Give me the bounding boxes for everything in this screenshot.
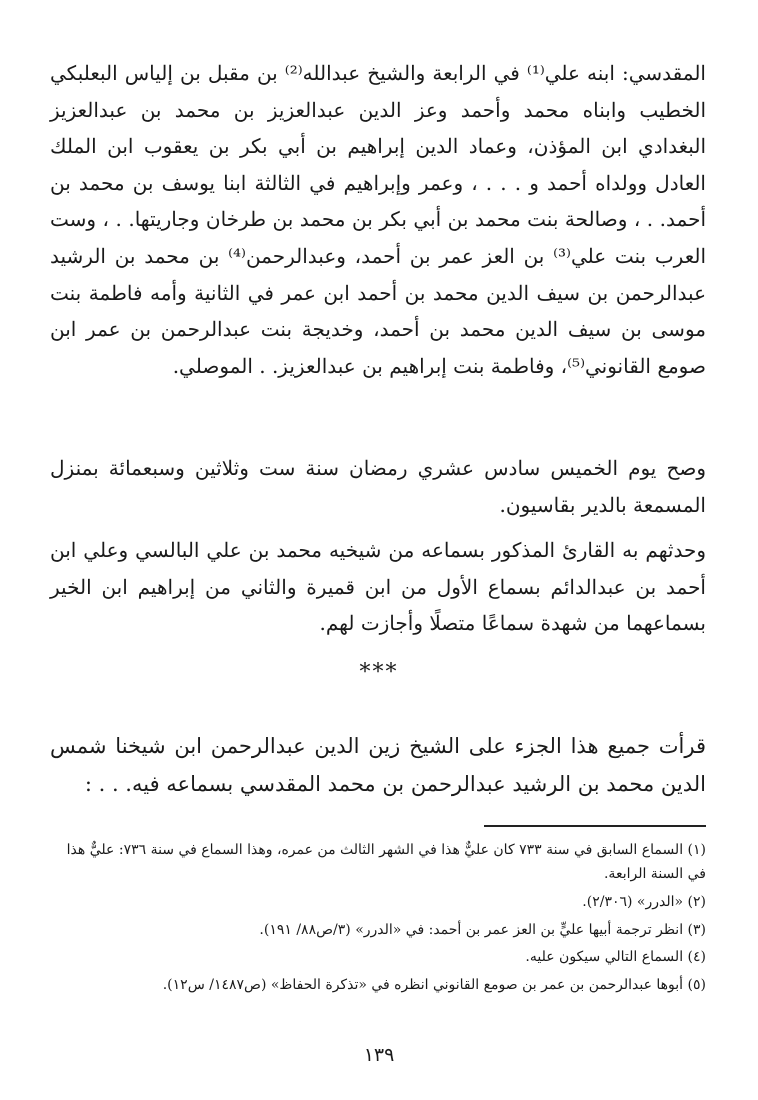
page-number: ١٣٩ [363,1044,395,1066]
date-paragraph: وصح يوم الخميس سادس عشري رمضان سنة ست وثلاثين وسبعمائة بمنزل المسمعة بالدير بقاسيون. [50,456,706,517]
chain-paragraph: وحدثهم به القارئ المذكور بسماعه من شيخيه محمد بن علي البالسي وعلي ابن أحمد بن عبدالدائم بسماع الأول من ابن قميرة والثاني من إبراهيم ابن الخير بسماعهما من شهدة سماعًا متصلًا وأجازت لهم. [50,538,706,636]
section-separator: *** [359,660,399,685]
footnote-4: (٤) السماع التالي سيكون عليه. [525,949,706,966]
attendance-paragraph: المقدسي: ابنه علي⁽¹⁾ في الرابعة والشيخ عبدالله⁽²⁾ بن مقبل بن إلياس البعلبكي الخطيب وابناه محمد وأحمد وعز الدين عبدالعزيز بن محمد بن عبدالعزيز البغدادي ابن المؤذن، وعماد الدين إبراهيم بن أبي بكر بن يعقوب ابن الملك العادل وولداه أحمد و . . . ، وعمر وإبراهيم في الثالثة ابنا يوسف بن محمد بن أحمد. . ، وصالحة بنت محمد بن أبي بكر بن محمد بن طرخان وجاريتها. . ، وست العرب بنت علي⁽³⁾ بن العز عمر بن أحمد، وعبدالرحمن⁽⁴⁾ بن محمد بن الرشيد عبدالرحمن بن سيف الدين محمد بن أحمد ابن عمر في الثانية وأمه فاطمة بنت موسى بن سيف الدين محمد بن أحمد، وخديجة بنت عبدالرحمن بن عمر ابن صومع القانوني⁽⁵⁾، وفاطمة بنت إبراهيم بن عبدالعزيز. . الموصلي. [50,61,706,378]
footnote-5: (٥) أبوها عبدالرحمن بن عمر بن صومع القانوني انظره في «تذكرة الحفاظ» (ص١٤٨٧/ س١٢). [162,976,706,993]
footnote-2: (٢) «الدرر» (٢/٣٠٦). [582,894,706,910]
reading-paragraph: قرأت جميع هذا الجزء على الشيخ زين الدين عبدالرحمن ابن شيخنا شمس الدين محمد بن الرشيد عبدالرحمن بن محمد المقدسي بسماعه فيه. . . : [50,734,706,796]
footnotes [50,838,706,999]
footnote-divider [484,825,706,827]
footnote-3: (٣) انظر ترجمة أبيها عليٍّ بن العز عمر بن أحمد: في «الدرر» (٣/ص٨٨/ ١٩١). [259,921,706,938]
footnote-1: (١) السماع السابق في سنة ٧٣٣ كان عليٌّ هذا في الشهر الثالث من عمره، وهذا السماع في سنة ٧٣٦: عليٌّ هذا في السنة الرابعة. [66,842,706,882]
